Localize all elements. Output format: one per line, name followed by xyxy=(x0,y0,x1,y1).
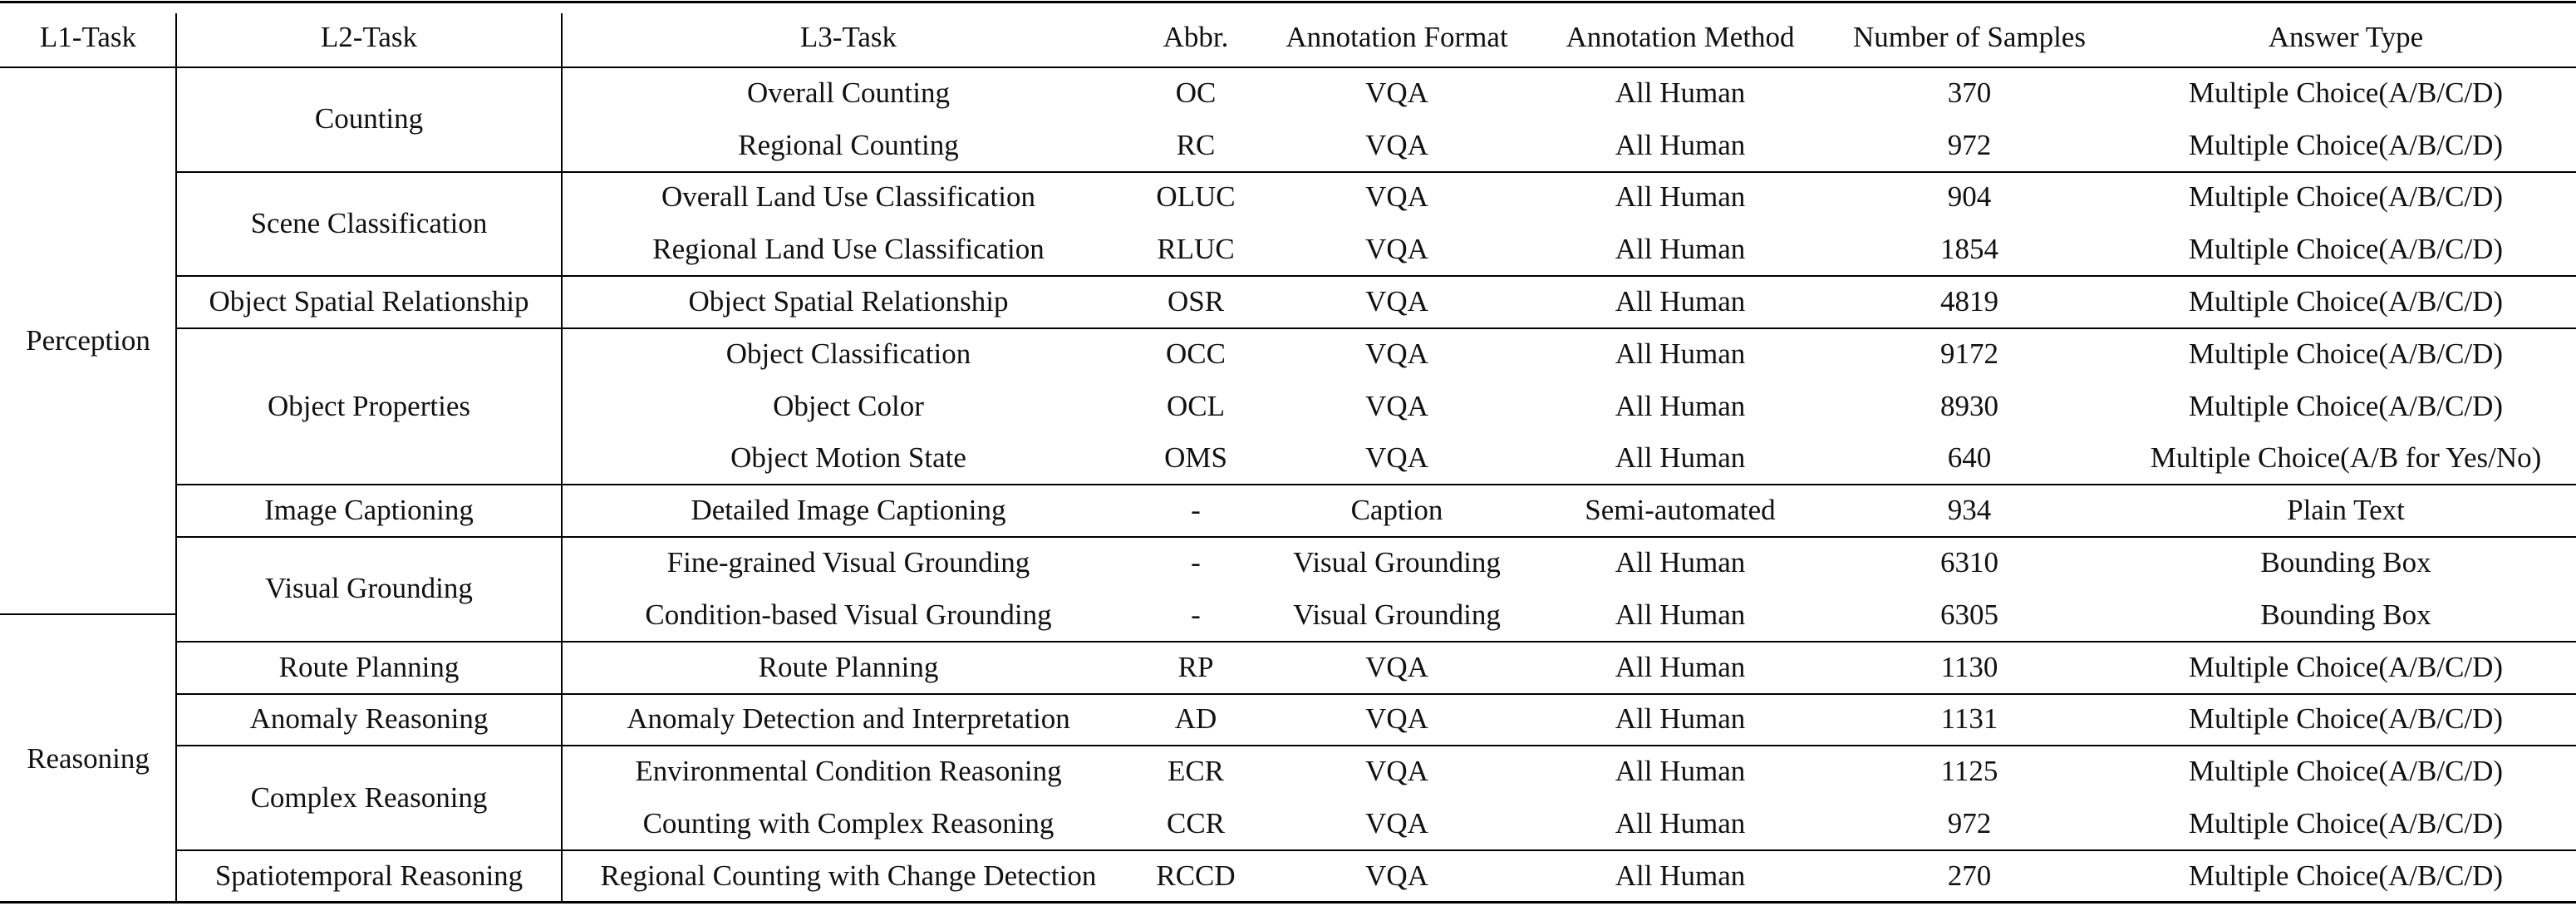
cell-col-method: All Human xyxy=(1615,76,1746,109)
cell-col-method: All Human xyxy=(1615,598,1746,631)
cell-col-format: VQA xyxy=(1365,859,1428,892)
cell-col-abbr: ECR xyxy=(1167,755,1225,788)
cell-col-l3: Object Motion State xyxy=(730,441,966,475)
cell-col-abbr: OCC xyxy=(1166,337,1226,370)
cell-col-samples: 972 xyxy=(1947,128,1992,161)
cell-col-format: VQA xyxy=(1365,76,1428,109)
cell-col-method: All Human xyxy=(1615,859,1746,892)
header-col-answer: Answer Type xyxy=(2268,20,2424,53)
cell-col-method: All Human xyxy=(1615,807,1746,840)
l2-task-cell: Object Properties xyxy=(268,389,470,422)
cell-col-method: All Human xyxy=(1615,546,1746,579)
cell-col-method: All Human xyxy=(1615,755,1746,788)
cell-col-answer: Multiple Choice(A/B/C/D) xyxy=(2188,389,2504,422)
cell-col-format: VQA xyxy=(1365,180,1428,214)
cell-col-l3: Counting with Complex Reasoning xyxy=(642,807,1054,840)
cell-col-method: All Human xyxy=(1615,389,1746,422)
cell-col-l3: Condition-based Visual Grounding xyxy=(645,598,1052,631)
cell-col-method: All Human xyxy=(1615,285,1746,318)
cell-col-method: All Human xyxy=(1615,650,1746,683)
header-col-l1: L1-Task xyxy=(39,20,137,53)
l2-task-cell: Route Planning xyxy=(278,650,460,683)
header-col-format: Annotation Format xyxy=(1286,20,1508,53)
cell-col-answer: Multiple Choice(A/B/C/D) xyxy=(2188,702,2504,736)
l2-task-cell: Visual Grounding xyxy=(265,572,473,605)
cell-col-answer: Multiple Choice(A/B/C/D) xyxy=(2188,337,2504,370)
cell-col-abbr: - xyxy=(1191,546,1201,579)
cell-col-format: VQA xyxy=(1365,128,1428,161)
header-rule xyxy=(0,66,2576,68)
cell-col-answer: Multiple Choice(A/B/C/D) xyxy=(2188,859,2504,892)
cell-col-abbr: OCL xyxy=(1167,389,1225,422)
l2-task-cell: Counting xyxy=(314,102,424,135)
l1-group-divider xyxy=(0,613,176,615)
group-divider xyxy=(176,693,2576,695)
cell-col-answer: Multiple Choice(A/B/C/D) xyxy=(2188,233,2504,266)
cell-col-l3: Regional Counting with Change Detection xyxy=(600,859,1097,892)
cell-col-samples: 1125 xyxy=(1940,755,1998,788)
cell-col-abbr: CCR xyxy=(1166,807,1226,840)
l2-task-cell: Image Captioning xyxy=(264,494,474,527)
l2-task-cell: Anomaly Reasoning xyxy=(249,702,489,736)
cell-col-samples: 270 xyxy=(1947,859,1992,892)
cell-col-samples: 8930 xyxy=(1940,389,1998,422)
cell-col-answer: Bounding Box xyxy=(2260,546,2431,579)
cell-col-abbr: - xyxy=(1191,494,1201,527)
cell-col-format: Caption xyxy=(1350,494,1443,527)
cell-col-format: VQA xyxy=(1365,389,1428,422)
cell-col-answer: Multiple Choice(A/B/C/D) xyxy=(2188,128,2504,161)
group-divider xyxy=(176,275,2576,277)
group-divider xyxy=(176,484,2576,485)
cell-col-l3: Overall Land Use Classification xyxy=(661,180,1035,214)
bottom-rule xyxy=(0,901,2576,904)
top-rule xyxy=(0,1,2576,3)
cell-col-samples: 934 xyxy=(1947,494,1992,527)
l2-task-cell: Scene Classification xyxy=(250,206,488,239)
cell-col-answer: Bounding Box xyxy=(2260,598,2431,631)
cell-col-samples: 972 xyxy=(1947,807,1992,840)
group-divider xyxy=(176,171,2576,173)
cell-col-format: Visual Grounding xyxy=(1293,598,1501,631)
cell-col-samples: 6305 xyxy=(1940,598,1998,631)
cell-col-format: VQA xyxy=(1365,755,1428,788)
cell-col-samples: 904 xyxy=(1947,180,1992,214)
l1-task-cell: Perception xyxy=(26,324,150,357)
cell-col-l3: Regional Counting xyxy=(738,128,959,161)
cell-col-answer: Multiple Choice(A/B/C/D) xyxy=(2188,76,2504,109)
l1-task-cell: Reasoning xyxy=(27,741,150,775)
l2-task-cell: Spatiotemporal Reasoning xyxy=(214,859,524,892)
group-divider xyxy=(176,745,2576,746)
cell-col-samples: 370 xyxy=(1947,76,1992,109)
header-col-abbr: Abbr. xyxy=(1163,20,1229,53)
cell-col-l3: Object Spatial Relationship xyxy=(688,285,1009,318)
cell-col-format: Visual Grounding xyxy=(1293,546,1501,579)
cell-col-l3: Anomaly Detection and Interpretation xyxy=(627,702,1070,736)
cell-col-method: All Human xyxy=(1615,337,1746,370)
cell-col-l3: Route Planning xyxy=(758,650,939,683)
group-divider xyxy=(176,849,2576,851)
column-divider-l2 xyxy=(561,13,563,901)
cell-col-l3: Detailed Image Captioning xyxy=(691,494,1006,527)
cell-col-method: All Human xyxy=(1615,180,1746,214)
cell-col-answer: Multiple Choice(A/B/C/D) xyxy=(2188,755,2504,788)
cell-col-method: Semi-automated xyxy=(1585,494,1776,527)
cell-col-format: VQA xyxy=(1365,650,1428,683)
cell-col-l3: Environmental Condition Reasoning xyxy=(635,755,1062,788)
cell-col-answer: Multiple Choice(A/B/C/D) xyxy=(2188,807,2504,840)
cell-col-answer: Multiple Choice(A/B/C/D) xyxy=(2188,650,2504,683)
cell-col-format: VQA xyxy=(1365,441,1428,475)
header-col-l2: L2-Task xyxy=(320,20,418,53)
cell-col-answer: Multiple Choice(A/B/C/D) xyxy=(2188,180,2504,214)
cell-col-samples: 6310 xyxy=(1940,546,1998,579)
header-col-l3: L3-Task xyxy=(799,20,897,53)
cell-col-format: VQA xyxy=(1365,702,1428,736)
cell-col-answer: Plain Text xyxy=(2287,494,2405,527)
group-divider xyxy=(176,641,2576,643)
cell-col-samples: 1131 xyxy=(1940,702,1998,736)
cell-col-samples: 640 xyxy=(1947,441,1992,475)
cell-col-abbr: RP xyxy=(1177,650,1214,683)
l2-task-cell: Complex Reasoning xyxy=(250,780,488,814)
cell-col-abbr: OSR xyxy=(1167,285,1225,318)
cell-col-format: VQA xyxy=(1365,807,1428,840)
cell-col-l3: Object Classification xyxy=(725,337,971,370)
l2-task-cell: Object Spatial Relationship xyxy=(209,285,529,318)
cell-col-format: VQA xyxy=(1365,285,1428,318)
cell-col-abbr: OLUC xyxy=(1156,180,1236,214)
group-divider xyxy=(176,536,2576,538)
cell-col-abbr: RCCD xyxy=(1156,859,1236,892)
cell-col-answer: Multiple Choice(A/B for Yes/No) xyxy=(2150,441,2542,475)
cell-col-l3: Overall Counting xyxy=(747,76,950,109)
cell-col-abbr: RC xyxy=(1176,128,1216,161)
header-col-samples: Number of Samples xyxy=(1853,20,2086,53)
cell-col-samples: 4819 xyxy=(1940,285,1998,318)
cell-col-abbr: OMS xyxy=(1164,441,1227,475)
cell-col-l3: Object Color xyxy=(773,389,924,422)
cell-col-abbr: - xyxy=(1191,598,1201,631)
cell-col-l3: Fine-grained Visual Grounding xyxy=(666,546,1030,579)
cell-col-method: All Human xyxy=(1615,128,1746,161)
cell-col-method: All Human xyxy=(1615,702,1746,736)
cell-col-abbr: OC xyxy=(1175,76,1217,109)
cell-col-samples: 1854 xyxy=(1940,233,1998,266)
cell-col-l3: Regional Land Use Classification xyxy=(652,233,1045,266)
cell-col-samples: 1130 xyxy=(1940,650,1998,683)
header-col-method: Annotation Method xyxy=(1566,20,1795,53)
cell-col-answer: Multiple Choice(A/B/C/D) xyxy=(2188,285,2504,318)
group-divider xyxy=(176,327,2576,329)
cell-col-abbr: AD xyxy=(1174,702,1217,736)
cell-col-format: VQA xyxy=(1365,337,1428,370)
cell-col-method: All Human xyxy=(1615,441,1746,475)
column-divider-l1 xyxy=(175,13,177,901)
cell-col-format: VQA xyxy=(1365,233,1428,266)
cell-col-samples: 9172 xyxy=(1940,337,1998,370)
cell-col-abbr: RLUC xyxy=(1157,233,1235,266)
cell-col-method: All Human xyxy=(1615,233,1746,266)
